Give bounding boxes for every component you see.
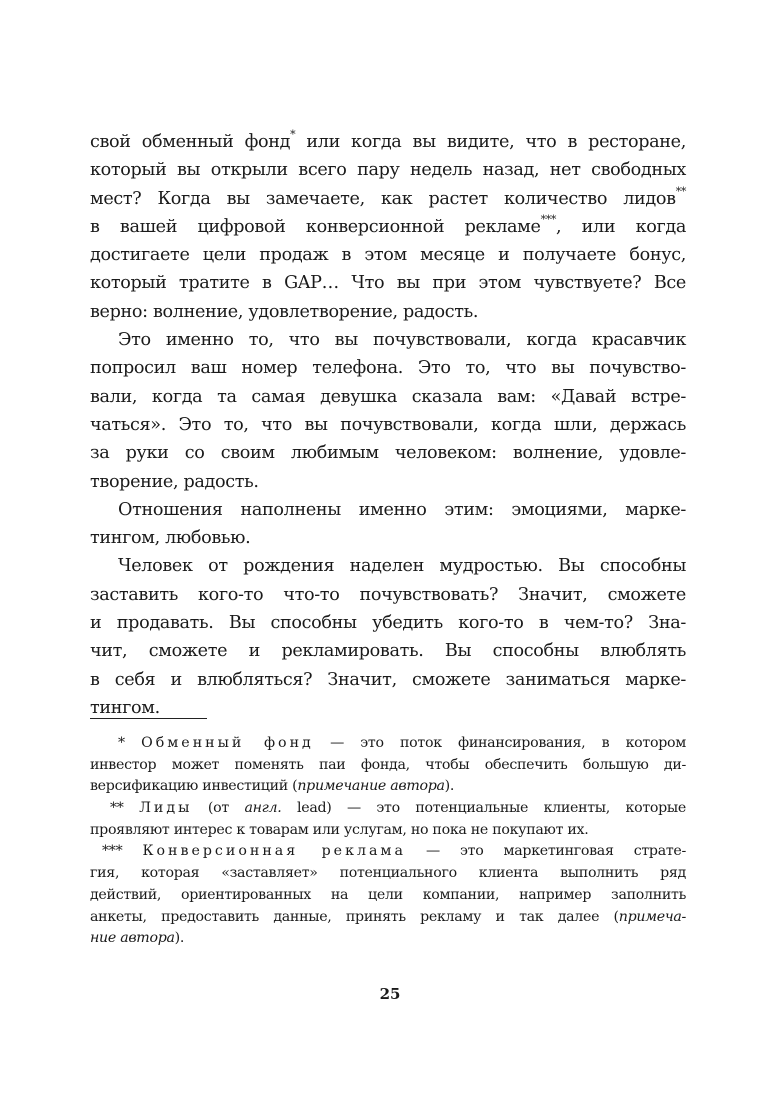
footnote-marker: * (290, 128, 296, 141)
footnote-term: Лиды (139, 800, 193, 817)
footnote-line (90, 863, 686, 885)
text-segment: — это маркетинговая страте- (405, 843, 686, 860)
text-segment: за руки со своим любимым человеком: волнение, удовле- (90, 443, 686, 464)
text-segment: чаться». Это то, что вы почувствовали, когда шли, держась (90, 414, 686, 435)
text-segment: свой обменный фонд (90, 132, 291, 152)
body-line (90, 439, 686, 467)
text-segment: ние автора (90, 930, 175, 947)
text-segment: вали, когда та самая девушка сказала вам: «Давай встре- (90, 386, 686, 407)
text-segment: — это поток финансирования, в котором (313, 735, 686, 751)
text-segment: *** (102, 843, 143, 860)
body-line (90, 637, 686, 665)
body-line (90, 298, 686, 326)
text-segment: анкеты, предоставить данные, принять рекламу и так далее ( (90, 908, 619, 925)
text-segment: и продавать. Вы способны убедить кого-то в чем-то? Зна- (90, 613, 686, 634)
text-segment: инвестор может поменять паи фонда, чтобы обеспечить большую ди- (90, 756, 686, 773)
footnote-line (90, 885, 686, 907)
text-segment: версификацию инвестиций ( (90, 778, 298, 795)
body-line (90, 496, 686, 524)
text-segment: который вы открыли всего пару недель назад, нет свободных (90, 160, 686, 181)
text-segment: который тратите в GAP… Что вы при этом чувствуете? Все (90, 273, 686, 294)
text-segment: верно: волнение, удовлетворение, радость. (90, 301, 479, 322)
text-segment: достигаете цели продаж в этом месяце и получаете бонус, (90, 245, 686, 266)
page-number: 25 (379, 985, 401, 1003)
footnote-line (90, 733, 686, 755)
body-line (90, 326, 686, 354)
text-segment: творение, радость. (90, 471, 259, 492)
body-line (90, 383, 686, 411)
text-segment: действий, ориентированных на цели компании, например заполнить (90, 886, 686, 903)
footnotes (90, 733, 686, 950)
text-segment: заставить кого-то что-то почувствовать? Значит, сможете (90, 584, 686, 605)
body-line (90, 156, 686, 184)
footnote-marker: ** (675, 184, 686, 198)
text-segment: примечание автора (297, 778, 445, 795)
text-segment: , или когда (556, 216, 686, 237)
footnote-line (90, 798, 686, 820)
text-segment: попросил ваш номер телефона. Это то, что вы почувство- (90, 358, 686, 379)
text-segment: в вашей цифровой конверсионной рекламе (90, 216, 541, 237)
body-line (90, 609, 686, 637)
text-segment: примеча- (618, 908, 686, 925)
text-segment: ). (174, 930, 185, 947)
body-line (90, 213, 686, 241)
footnote-line (90, 776, 686, 798)
text-segment: Это именно то, что вы почувствовали, когда красавчик (118, 330, 686, 351)
footnote-line (90, 820, 686, 842)
body-line (90, 128, 686, 156)
body-line (90, 581, 686, 609)
text-segment: тингом, любовью. (90, 528, 251, 549)
body-line (90, 411, 686, 439)
text-segment: Человек от рождения наделен мудростью. Вы способны (118, 556, 686, 577)
body-line (90, 185, 686, 213)
footnote-term: Обменный фонд (141, 735, 314, 751)
footnote-line (90, 907, 686, 929)
footnote-term: Конверсионная реклама (142, 843, 406, 860)
body-line (90, 269, 686, 297)
body-line (90, 241, 686, 269)
text-segment: ). (444, 778, 455, 795)
body-line (90, 524, 686, 552)
text-segment: (от (192, 800, 245, 817)
text-segment: lead) — это потенциальные клиенты, которые (281, 800, 686, 817)
text-segment: Отношения наполнены именно этим: эмоциями, марке- (118, 499, 686, 520)
text-segment: гия, которая «заставляет» потенциального клиента выполнить ряд (90, 865, 686, 882)
text-segment: или когда вы видите, что в ресторане, (295, 132, 686, 152)
text-segment: в себя и влюбляться? Значит, сможете заниматься марке- (90, 669, 686, 690)
text-segment: ** (110, 800, 140, 817)
body-line (90, 666, 686, 694)
footnote-marker: *** (540, 212, 557, 226)
text-segment: тингом. (90, 697, 160, 718)
text-segment: * (118, 735, 142, 751)
footnote-line (90, 755, 686, 777)
text-segment: проявляют интерес к товарам или услугам, но пока не покупают их. (90, 821, 589, 838)
footnote-line (90, 928, 686, 950)
footnote-divider (90, 718, 207, 719)
text-segment: англ. (244, 800, 282, 817)
footnote-line (90, 841, 686, 863)
body-line (90, 354, 686, 382)
text-segment: чит, сможете и рекламировать. Вы способны влюблять (90, 641, 686, 662)
body-text (90, 128, 686, 722)
text-segment: мест? Когда вы замечаете, как растет количество лидов (90, 188, 676, 209)
body-line (90, 552, 686, 580)
body-line (90, 468, 686, 496)
